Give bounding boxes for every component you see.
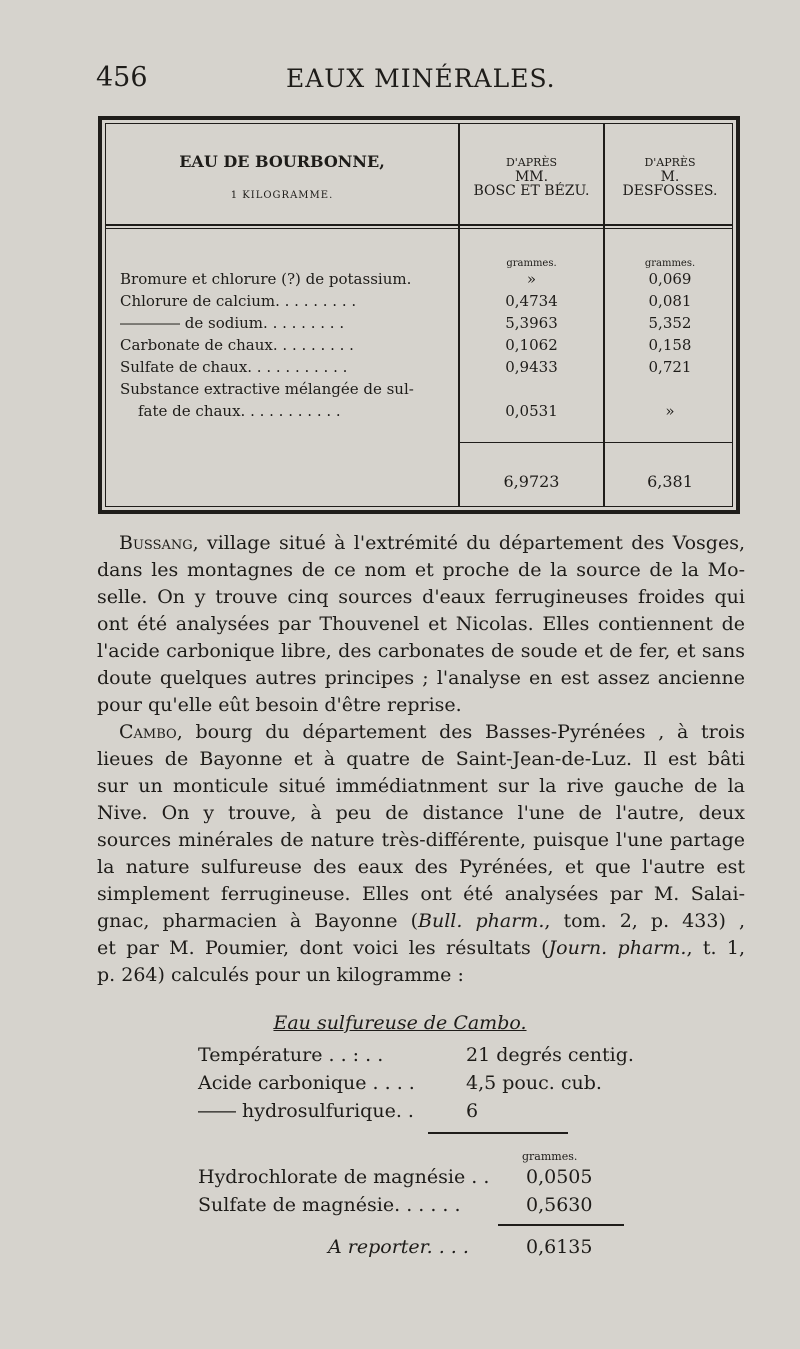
place-name-cambo: Cambo [119, 721, 177, 743]
row-value-bosc: 5,3963 [505, 314, 558, 332]
divider [428, 1132, 568, 1134]
running-title: EAUX MINÉRALES. [286, 64, 556, 93]
row-label: Chlorure de calcium. . . . . . . . . [120, 292, 357, 310]
place-name-bussang: Bussang [119, 532, 193, 554]
row-value-desfosses: 5,352 [648, 314, 692, 332]
total-desfosses: 6,381 [647, 472, 693, 491]
row-label: fate de chaux. . . . . . . . . . . [138, 402, 341, 420]
row-label: Substance extractive mélangée de sul- [120, 380, 414, 398]
row-value-desfosses: 0,081 [648, 292, 692, 310]
salt-label: Sulfate de magnésie. . . . . . [198, 1194, 461, 1216]
row-label: Bromure et chlorure (?) de potassium. [120, 270, 412, 288]
page-header [96, 62, 746, 102]
row-value-bosc: 0,9433 [505, 358, 558, 376]
citation-bull-pharm: Bull. pharm. [418, 910, 545, 932]
row-value-bosc: 0,1062 [505, 336, 558, 354]
page-number: 456 [96, 62, 148, 93]
salt-value: 0,5630 [526, 1194, 593, 1216]
row-value-desfosses: 0,158 [648, 336, 692, 354]
row-value-desfosses: 0,069 [648, 270, 692, 288]
unit-col2: grammes. [644, 258, 696, 269]
bourbonne-table [98, 116, 740, 514]
salt-value: 0,0505 [526, 1166, 593, 1188]
analysis-title: Eau sulfureuse de Cambo. [273, 1012, 527, 1034]
cambo-paragraph: Cambo, bourg du département des Basses-Pyrénées , à trois lieues de Bayonne et à quatre de Saint-Jean-de-Luz. Il est bâti sur un monticule situé immédiatnment sur la rive gauche de la Nive. On y trouve, à peu de distance l'une de l'autre, deux sources minérales de nature très-différente, puisque l'une partage la nature sulfureuse des eaux des Pyrénées, et que l'autre est simplement ferrugineuse. Elles ont été analysées par M. Salai- gnac, pharmacien à Bayonne (Bull. pharm., tom. 2, p. 433) , et par M. Poumier, dont voici les résultats (Journ. pharm., t. 1, p. 264) calculés pour un kilogramme : [97, 721, 745, 986]
row-value-desfosses: » [665, 402, 675, 420]
carry-label: A reporter. . . . [328, 1236, 469, 1258]
unit-grammes: grammes. [522, 1150, 578, 1163]
unit-col1: grammes. [506, 258, 557, 269]
column-header-bosc: D'APRÈS MM. BOSC ET BÉZU. [473, 156, 590, 199]
table-subtitle: 1 KILOGRAMME. [230, 190, 334, 201]
measure-value: 21 degrés centig. [466, 1044, 634, 1066]
row-label: Sulfate de chaux. . . . . . . . . . . [120, 358, 348, 376]
measure-value: 4,5 pouc. cub. [466, 1072, 602, 1094]
salt-label: Hydrochlorate de magnésie . . [198, 1166, 490, 1188]
total-bosc: 6,9723 [503, 472, 560, 491]
measure-value: 6 [466, 1100, 479, 1122]
measure-label: Température . . : . . [198, 1044, 384, 1066]
row-value-bosc: » [526, 270, 537, 288]
row-value-bosc: 0,0531 [505, 402, 558, 420]
table-title: EAU DE BOURBONNE, [179, 152, 385, 171]
citation-journ-pharm: Journ. pharm. [548, 937, 687, 959]
divider [498, 1224, 624, 1226]
row-value-desfosses: 0,721 [648, 358, 692, 376]
measure-label: Acide carbonique . . . . [198, 1072, 415, 1094]
row-value-bosc: 0,4734 [505, 292, 558, 310]
row-label: ―――― de sodium. . . . . . . . . [120, 314, 345, 332]
column-header-desfosses: D'APRÈS M. DESFOSSES. [622, 156, 718, 199]
measure-label: ―― hydrosulfurique. . [198, 1100, 414, 1122]
bussang-paragraph: Bussang, village situé à l'extrémité du département des Vosges, dans les montagnes de ce nom et proche de la source de la Mo- selle. On y trouve cinq sources d'eaux ferrugineuses froides qui ont été analysées par Thouvenel et Nicolas. Elles contiennent de l'acide carbonique libre, des carbonates de soude et de fer, et sans doute quelques autres principes ; l'analyse en est assez ancienne pour qu'elle eût besoin d'être reprise. [97, 532, 745, 716]
row-label: Carbonate de chaux. . . . . . . . . [120, 336, 354, 354]
carry-value: 0,6135 [526, 1236, 593, 1258]
